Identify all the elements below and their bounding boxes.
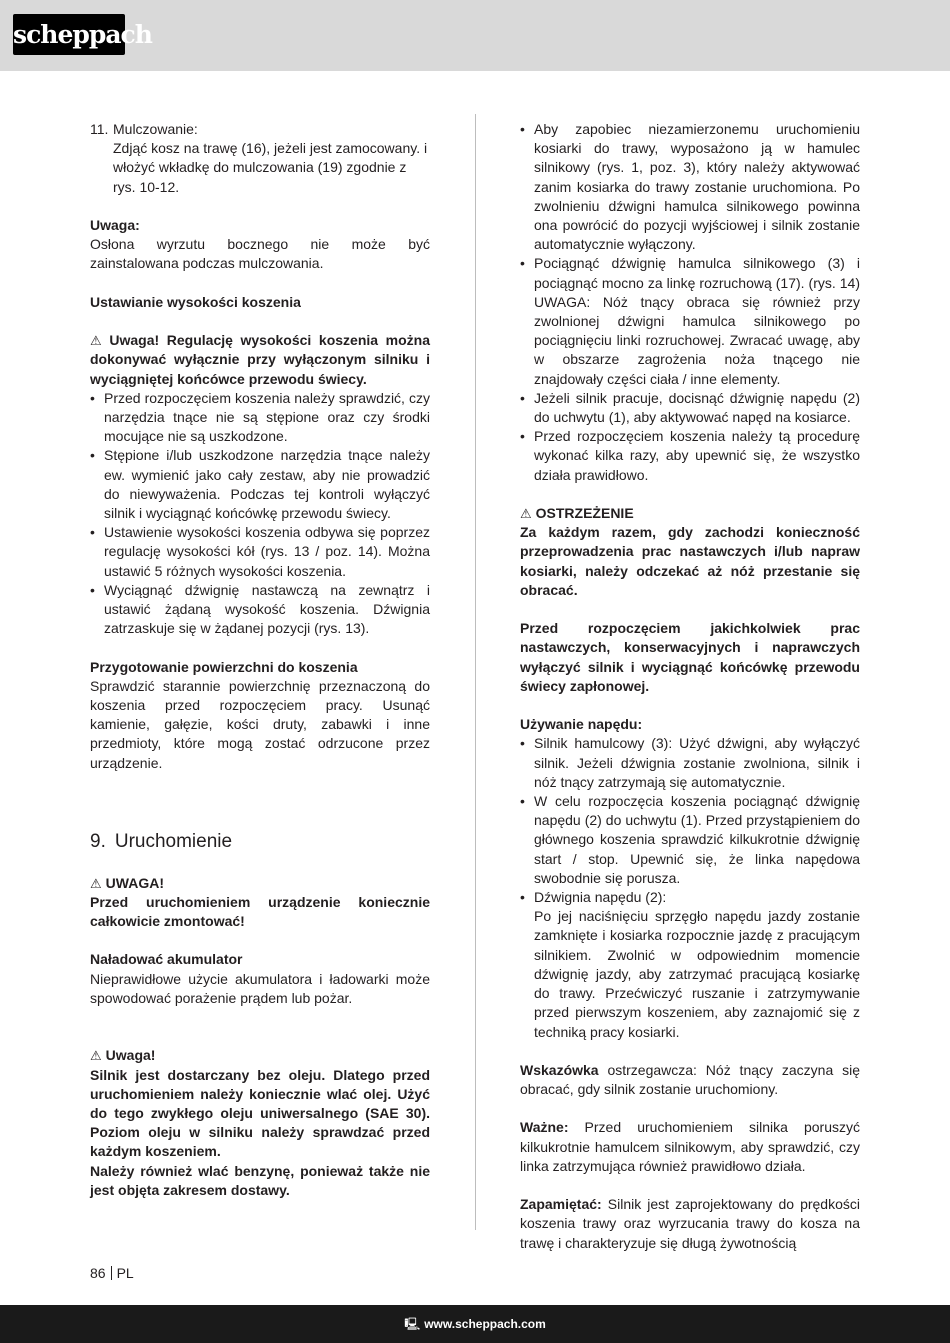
list-item: • Stępione i/lub uszkodzone narzędzia tnące należy ew. wymienić jako cały zestaw, aby nie prowadzić do niewyważenia. Podczas tej kontroli wyłączyć silnik i wyciągnąć końcówkę przewodu świecy. xyxy=(90,446,430,523)
drive-list xyxy=(520,734,860,1041)
list-item: • W celu rozpoczęcia koszenia pociągnąć dźwignię napędu (2) do uchwytu (1). Przed przystąpieniem do głównego koszenia sprawdzić kilkukrotnie dźwignię start / stop. Upewnić się, że linka napędowa swobodnie się porusza. xyxy=(520,792,860,888)
list-item: • Pociągnąć dźwignię hamulca silnikowego (3) i pociągnąć mocno za linkę rozruchową (17). (rys. 14) UWAGA: Nóż tnący obraca się również przy zwolnionej dźwigni hamulca silnikowego po pociągnięciu linki rozruchowej. Zwracać uwagę, aby w obszarze zagrożenia noża tnącego nie znajdowały części ciała / inne elementy. xyxy=(520,254,860,388)
hint-label: Wskazówka xyxy=(520,1061,599,1078)
left-column xyxy=(90,120,430,1200)
warning-triangle-icon: ⚠ xyxy=(90,333,106,349)
note-heading: Uwaga: xyxy=(90,217,140,233)
warning-triangle-icon: ⚠ xyxy=(520,506,532,522)
drive-lever-body: Po jej naciśnięciu sprzęgło napędu jazdy zostanie zamknięte i kosiarka rozpocznie jazdę z pracującym silnikiem. Zwolnić w odpowiednim momencie dźwignię jazdy, aby zatrzymać pracującą kosiarkę do trawy. Przećwiczyć ruszanie i zatrzymywanie przed pierwszym koszeniem, aby zaznajomić się z techniką pracy kosiarki. xyxy=(534,908,860,1040)
start-warning-body: Przed uruchomieniem urządzenie koniecznie całkowicie zmontować! xyxy=(90,893,430,929)
start-procedure-list xyxy=(520,120,860,485)
drive-lever-title: • Dźwignia napędu (2): xyxy=(534,889,667,906)
section-heading: 9. Uruchomienie xyxy=(90,831,233,853)
list-item: • Silnik hamulcowy (3): Użyć dźwigni, aby wyłączyć silnik. Jeżeli dźwignia zostanie zwolniona, silnik i nóż tnący zatrzymają się automatycznie. xyxy=(520,734,860,792)
remember-label: Zapamiętać: xyxy=(520,1196,602,1213)
oil-warning-heading: ⚠ Uwaga! xyxy=(90,1047,156,1064)
prep-heading: Przygotowanie powierzchni do koszenia xyxy=(90,658,358,675)
mulch-number: 11. xyxy=(90,121,109,137)
start-warning-heading: ⚠ UWAGA! xyxy=(90,874,164,891)
cut-height-warning: ⚠ Uwaga! Regulację wysokości koszenia można dokonywać wyłącznie przy wyłączonym silniku i wyciągniętej końcówce przewodu świecy. xyxy=(90,332,430,387)
cut-height-heading: Ustawianie wysokości koszenia xyxy=(90,293,301,310)
footer-bar xyxy=(0,1305,950,1343)
list-item xyxy=(520,888,860,1042)
hint-paragraph: Wskazówka ostrzegawcza: Nóż tnący zaczyna się obracać, gdy silnik zostanie uruchomiony. xyxy=(520,1061,860,1098)
remember-paragraph: Zapamiętać: Silnik jest zaprojektowany do prędkości koszenia trawy oraz wyrzucania trawy do kosza na trawę i charakteryzuje się długą żywotnością xyxy=(520,1196,860,1251)
list-item: • Jeżeli silnik pracuje, docisnąć dźwignię napędu (2) do uchwytu (1), aby aktywować napęd na kosiarce. xyxy=(520,389,860,427)
battery-heading: Naładować akumulator xyxy=(90,951,243,968)
maintenance-warning: Przed rozpoczęciem jakichkolwiek prac nastawczych, konserwacyjnych i naprawczych wyłączyć silnik i wyciągnąć końcówkę przewodu świecy zapłonowej. xyxy=(520,620,860,694)
list-item: • Ustawienie wysokości koszenia odbywa się poprzez regulację wysokości kół (rys. 13 / poz. 14). Można ustawić 5 różnych wysokości koszenia. xyxy=(90,523,430,581)
note-body: Osłona wyrzutu bocznego nie może być zainstalowana podczas mulczowania. xyxy=(90,236,430,272)
warning-triangle-icon: ⚠ xyxy=(90,875,102,891)
column-divider xyxy=(475,114,476,1230)
monitor-icon: 🖳 xyxy=(404,1317,421,1331)
important-paragraph: Ważne: Przed uruchomieniem silnika poruszyć kilkukrotnie hamulcem silnikowym, aby sprawdzić, czy linka zatrzymująca również prawidłowo działa. xyxy=(520,1119,860,1174)
important-label: Ważne: xyxy=(520,1119,569,1136)
page-number: 86 PL xyxy=(90,1265,134,1281)
oil-warning-body: Silnik jest dostarczany bez oleju. Dlatego przed uruchomieniem należy koniecznie wlać olej. Użyć do tego zwykłego oleju uniwersalnego (SAE 30). Poziom oleju w silniku należy sprawdzać przed każdym koszeniem. xyxy=(90,1066,430,1160)
battery-body: Nieprawidłowe użycie akumulatora i ładowarki może spowodować porażenie prądem lub pożar. xyxy=(90,970,430,1006)
header-band xyxy=(0,0,950,71)
right-column xyxy=(520,120,860,1253)
list-item: • Wyciągnąć dźwignię nastawczą na zewnątrz i ustawić żądaną wysokość koszenia. Dźwignia zatrzaskuje się w żądanej pozycji (rys. 13). xyxy=(90,581,430,639)
list-item: • Przed rozpoczęciem koszenia należy sprawdzić, czy narzędzia tnące nie są stępione oraz czy środki mocujące nie są uszkodzone. xyxy=(90,389,430,447)
list-item: • Aby zapobiec niezamierzonemu uruchomieniu kosiarki do trawy, wyposażono ją w hamulec silnikowy (rys. 1, poz. 3), który należy aktywować zanim kosiarka do trawy zostanie uruchomiona. Po zwolnieniu dźwigni hamulca silnikowego powinna ona powrócić do pozycji wyjściowej i silnik zostanie automatycznie wyłączony. xyxy=(520,120,860,254)
website-link[interactable]: www.scheppach.com xyxy=(424,1317,546,1331)
danger-heading: ⚠ OSTRZEŻENIE xyxy=(520,505,634,522)
prep-body: Sprawdzić starannie powierzchnię przeznaczoną do koszenia przed rozpoczęciem pracy. Usunąć kamienie, gałęzie, kości druty, zabawki i inne przedmioty, które mogą zostać odrzucone przez urządzenie. xyxy=(90,677,430,771)
fuel-warning-body: Należy również wlać benzynę, ponieważ także nie jest objęta zakresem dostawy. xyxy=(90,1162,430,1198)
danger-body: Za każdym razem, gdy zachodzi konieczność przeprowadzenia prac nastawczych i/lub napraw kosiarki, należy odczekać aż nóż przestanie się obracać. xyxy=(520,524,860,598)
cut-height-list xyxy=(90,389,430,639)
scheppach-logo: scheppach xyxy=(13,14,125,55)
drive-heading: Używanie napędu: xyxy=(520,716,643,733)
mulch-item xyxy=(90,120,430,139)
mulch-body: Zdjąć kosz na trawę (16), jeżeli jest zamocowany. i włożyć wkładkę do mulczowania (19) zgodnie z rys. 10-12. xyxy=(113,140,428,195)
mulch-title: Mulczowanie: xyxy=(113,121,198,137)
warning-triangle-icon: ⚠ xyxy=(90,1048,102,1064)
list-item: • Przed rozpoczęciem koszenia należy tą procedurę wykonać kilka razy, aby upewnić się, że wszystko działa prawidłowo. xyxy=(520,427,860,485)
